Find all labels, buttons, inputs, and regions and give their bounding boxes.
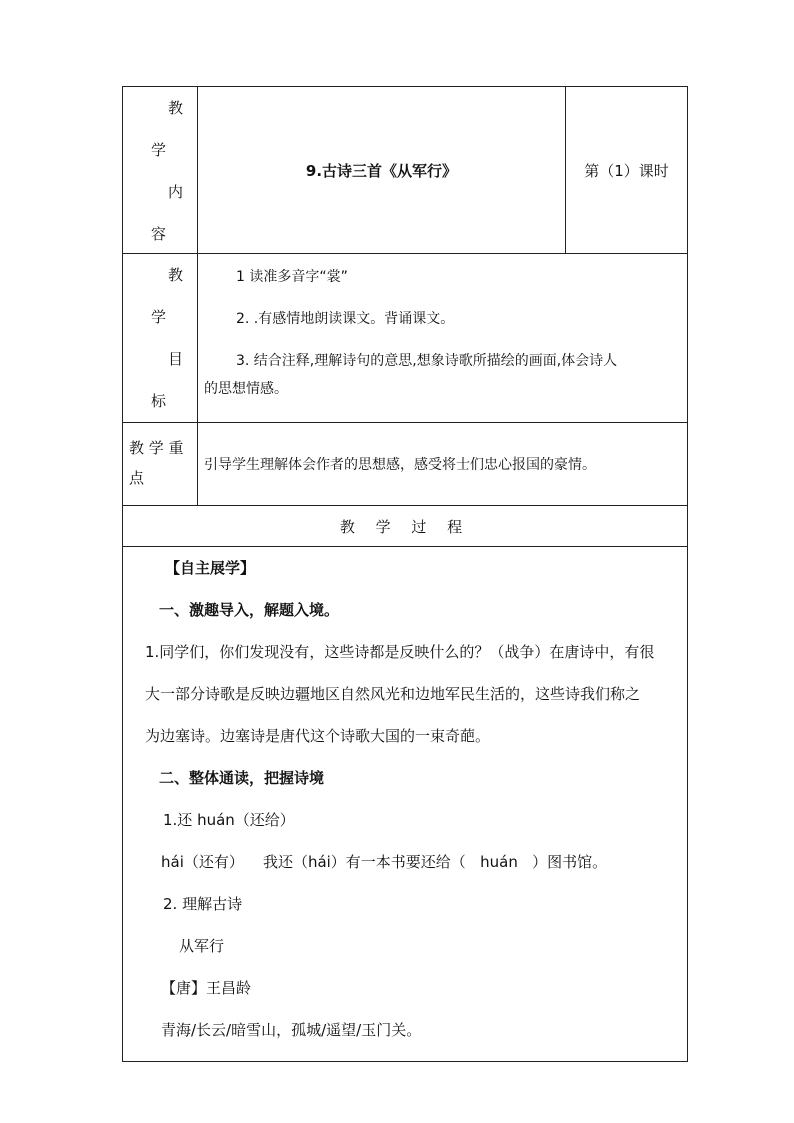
goal-line: 的思想情感。	[204, 381, 288, 397]
goals-label-char: 学	[151, 308, 167, 326]
item-line: 2. 理解古诗	[163, 895, 243, 913]
poem-line: 青海/长云/暗雪山，孤城/遥望/玉门关。	[161, 1021, 422, 1039]
item-line: 1.还 huán（还给）	[163, 811, 295, 829]
item-line: hái（还有） 我还（hái）有一本书要还给（ huán ）图书馆。	[161, 853, 608, 871]
goal-line: 2. .有感情地朗读课文。背诵课文。	[236, 311, 455, 327]
goals-row	[123, 254, 688, 423]
key-label-line: 教 学 重	[129, 439, 184, 457]
content-row	[123, 87, 688, 254]
goal-line: 1 读准多音字“裳”	[236, 269, 348, 285]
lesson-title: 9.古诗三首《从军行》	[198, 87, 566, 254]
goals-label	[123, 254, 198, 423]
step-heading: 一、激趣导入，解题入境。	[159, 601, 340, 619]
goals-label-char: 标	[151, 392, 167, 410]
poem-title: 从军行	[179, 937, 225, 955]
paragraph-line: 为边塞诗。边塞诗是唐代这个诗歌大国的一束奇葩。	[145, 727, 491, 745]
goals-label-char: 教	[168, 266, 184, 284]
lesson-period: 第（1）课时	[566, 87, 688, 254]
key-content: 引导学生理解体会作者的思想感，感受将士们忠心报国的豪情。	[198, 423, 688, 506]
poem-author: 【唐】王昌龄	[161, 979, 252, 997]
key-row	[123, 423, 688, 506]
goals-content	[198, 254, 688, 423]
process-heading-row	[123, 506, 688, 547]
content-label-char: 教	[168, 99, 184, 117]
content-label	[123, 87, 198, 254]
process-body	[123, 547, 688, 1062]
section-heading: 【自主展学】	[165, 559, 256, 577]
paragraph-line: 1.同学们，你们发现没有，这些诗都是反映什么的？（战争）在唐诗中，有很	[145, 643, 655, 661]
content-label-char: 内	[168, 183, 184, 201]
lesson-table	[122, 86, 688, 1062]
key-label-line: 点	[129, 469, 145, 487]
content-label-char: 学	[151, 141, 167, 159]
step-heading: 二、整体通读，把握诗境	[159, 769, 325, 787]
goal-line: 3. 结合注释,理解诗句的意思,想象诗歌所描绘的画面,体会诗人	[236, 353, 618, 369]
goals-label-char: 目	[168, 350, 184, 368]
content-label-char: 容	[151, 225, 167, 243]
lesson-plan	[122, 86, 687, 1062]
key-label	[123, 423, 198, 506]
paragraph-line: 大一部分诗歌是反映边疆地区自然风光和边地军民生活的，这些诗我们称之	[145, 685, 641, 703]
process-body-row	[123, 547, 688, 1062]
process-heading: 教 学 过 程	[123, 506, 688, 547]
